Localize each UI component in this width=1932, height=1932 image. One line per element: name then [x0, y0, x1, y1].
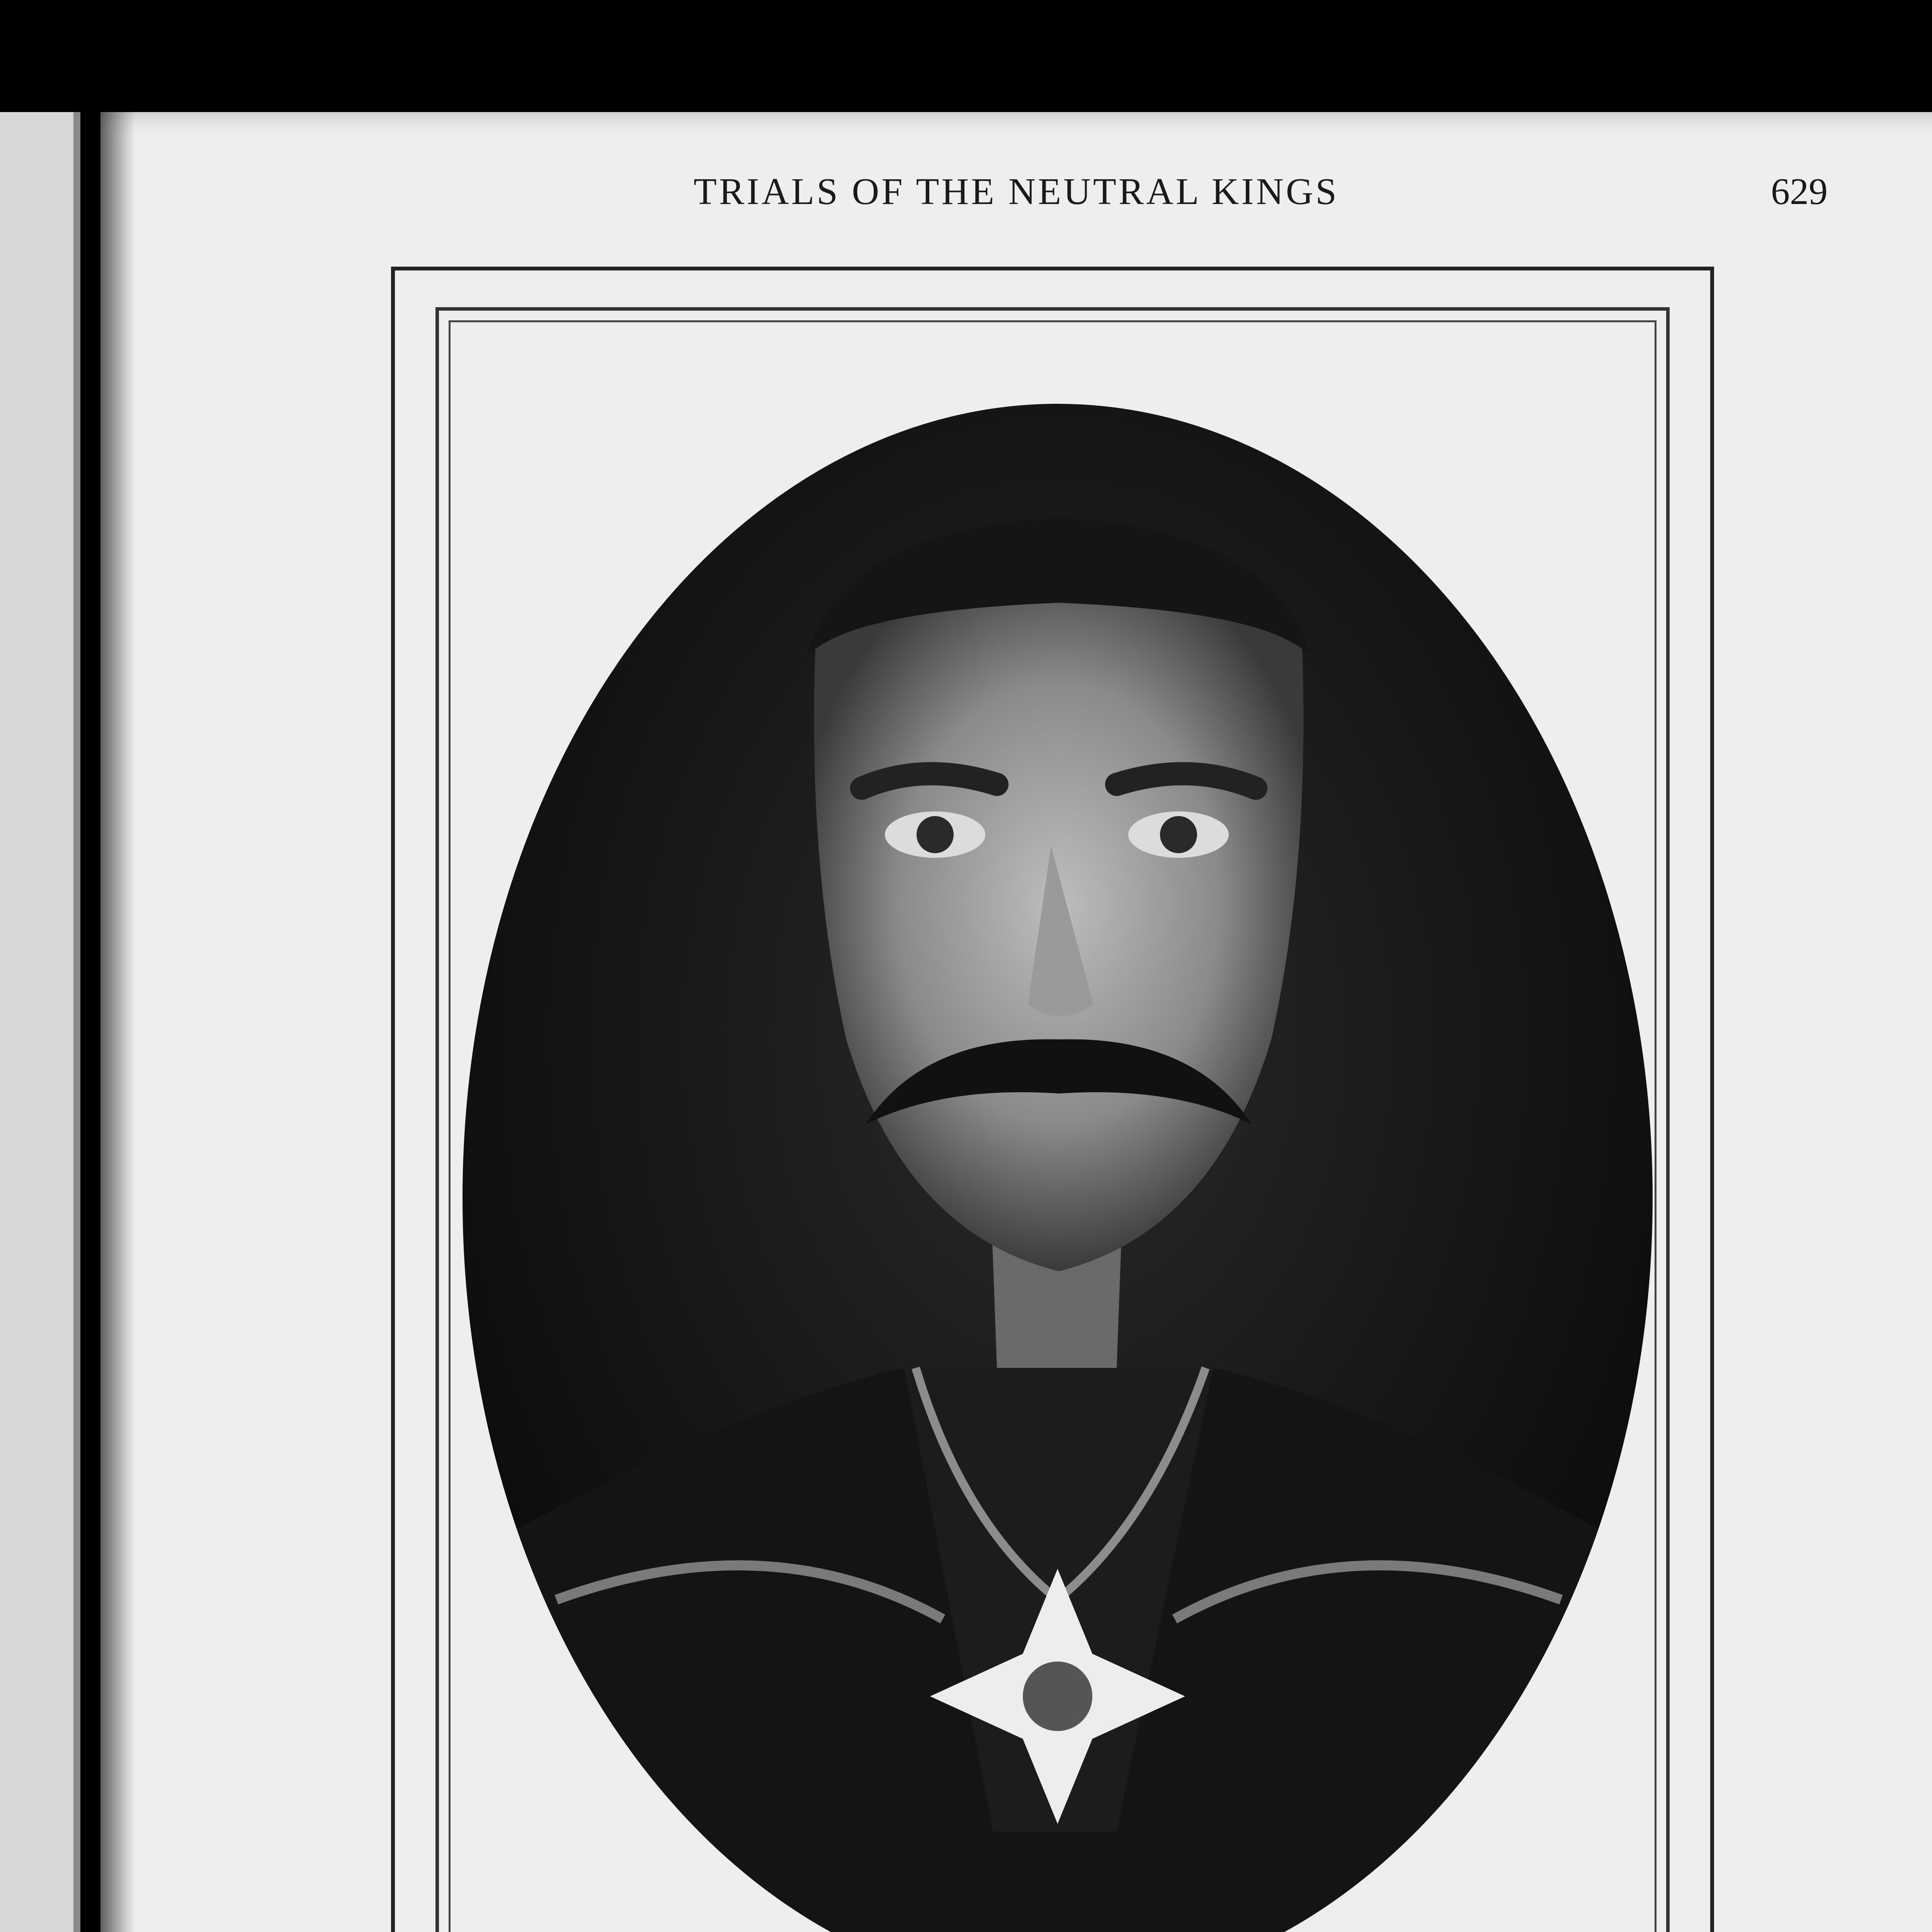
page-number: 629	[1771, 171, 1828, 213]
running-head: TRIALS OF THE NEUTRAL KINGS	[693, 171, 1339, 213]
spine-shadow	[100, 112, 135, 1932]
portrait-photo	[460, 402, 1656, 1932]
facing-page-edge	[0, 112, 80, 1932]
